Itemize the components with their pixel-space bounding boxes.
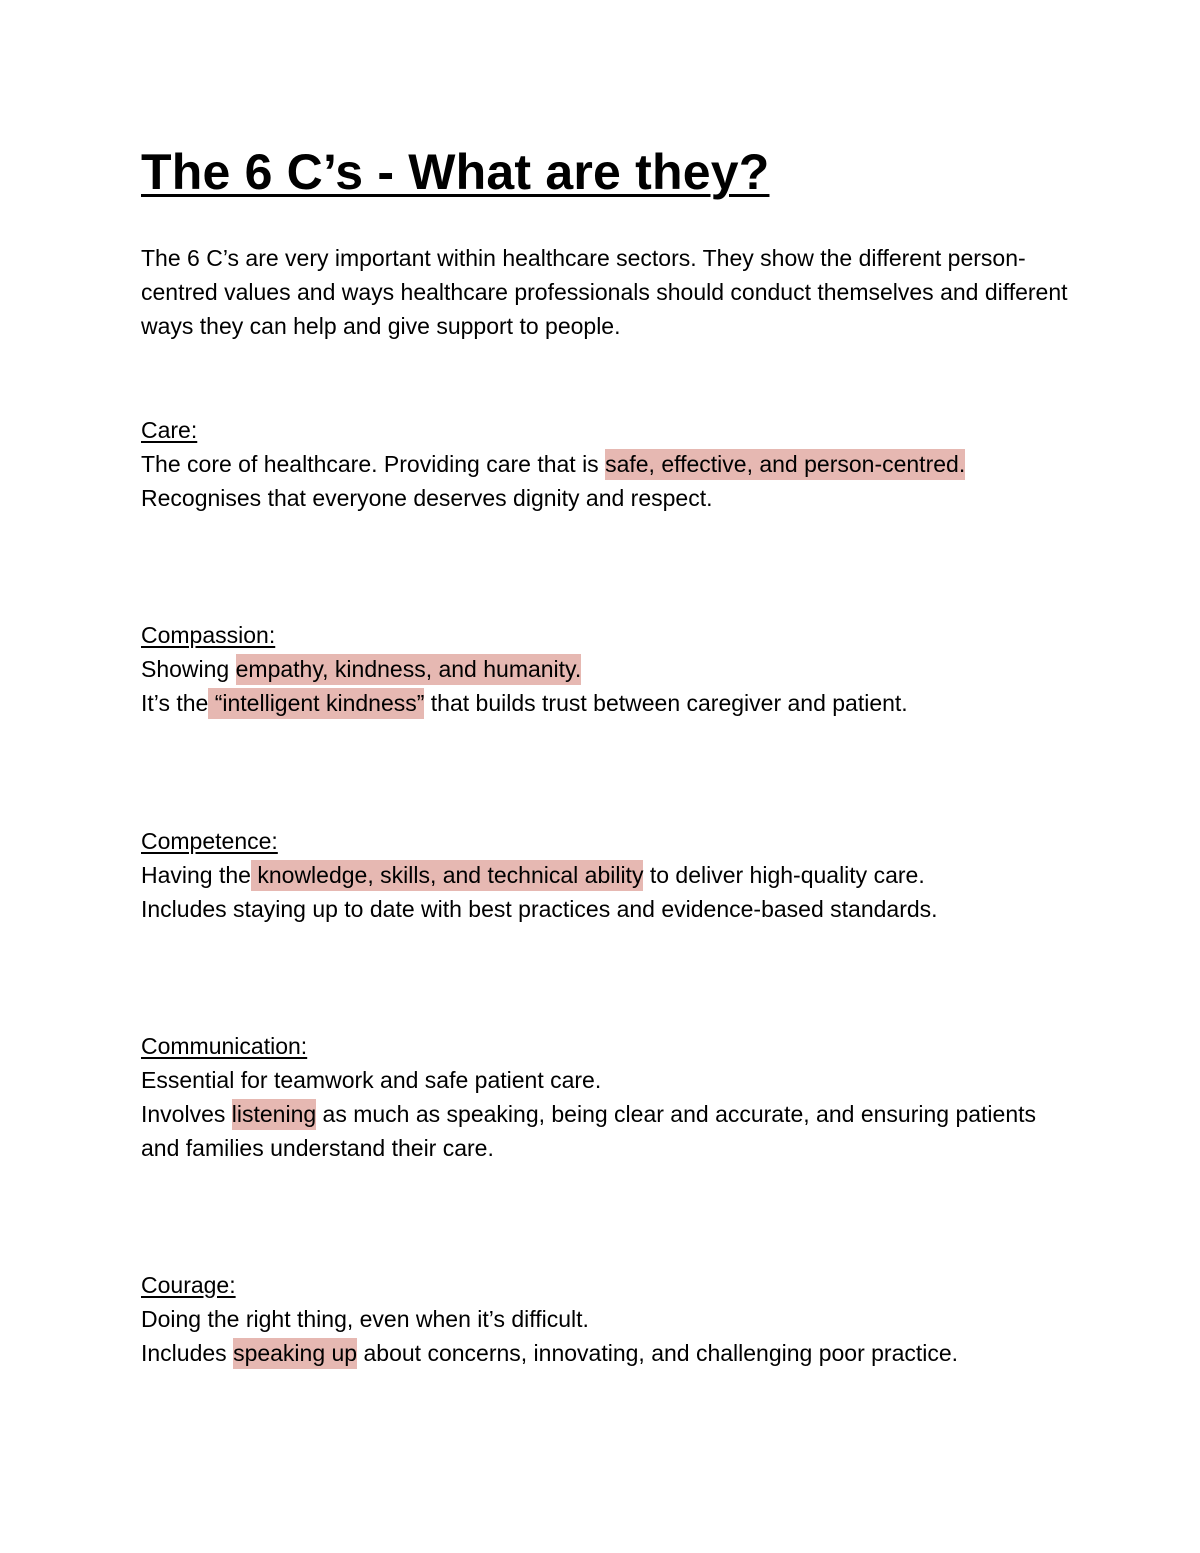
- compassion-highlight-2: “intelligent kindness”: [208, 688, 424, 719]
- communication-line-2: [141, 1097, 1061, 1165]
- section-competence: [141, 824, 1101, 926]
- competence-line-1: [141, 858, 1101, 892]
- courage-highlight: speaking up: [233, 1338, 357, 1369]
- section-heading-courage: Courage:: [141, 1272, 236, 1298]
- care-line-1: [141, 447, 1101, 481]
- section-heading-compassion: Compassion:: [141, 622, 276, 648]
- courage-line-2-after: about concerns, innovating, and challenging poor practice.: [357, 1340, 959, 1366]
- compassion-line-2: [141, 686, 1101, 720]
- section-care: [141, 413, 1101, 515]
- compassion-highlight-1: empathy, kindness, and humanity.: [236, 654, 582, 685]
- communication-line-1: Essential for teamwork and safe patient care.: [141, 1067, 602, 1093]
- section-heading-competence: Competence:: [141, 828, 278, 854]
- care-highlight: safe, effective, and person-centred.: [605, 449, 965, 480]
- care-line-1-text: The core of healthcare. Providing care that is: [141, 451, 606, 477]
- compassion-line-2-after: that builds trust between caregiver and patient.: [424, 690, 908, 716]
- courage-line-2-before: Includes: [141, 1340, 234, 1366]
- competence-highlight: knowledge, skills, and technical ability: [251, 860, 643, 891]
- compassion-line-1-text: Showing: [141, 656, 236, 682]
- compassion-line-2-before: It’s the: [141, 690, 209, 716]
- section-heading-care: Care:: [141, 417, 198, 443]
- section-heading-communication: Communication:: [141, 1033, 308, 1059]
- communication-line-2-after: as much as speaking, being clear and accurate, and ensuring patients and families understand their care.: [141, 1101, 1036, 1161]
- intro-paragraph: The 6 C’s are very important within healthcare sectors. They show the different person- centred values and ways healthcare professionals should conduct themselves and different ways they can help and give support to people.: [141, 245, 1068, 339]
- section-communication: [141, 1029, 1101, 1165]
- competence-line-1-before: Having the: [141, 862, 251, 888]
- section-courage: [141, 1268, 1101, 1370]
- communication-line-2-before: Involves: [141, 1101, 232, 1127]
- courage-line-1: Doing the right thing, even when it’s difficult.: [141, 1306, 589, 1332]
- competence-line-2: Includes staying up to date with best practices and evidence-based standards.: [141, 896, 938, 922]
- section-compassion: [141, 618, 1101, 720]
- competence-line-1-after: to deliver high-quality care.: [643, 862, 925, 888]
- care-line-2: Recognises that everyone deserves dignity and respect.: [141, 485, 713, 511]
- compassion-line-1: [141, 652, 1101, 686]
- communication-highlight: listening: [232, 1099, 316, 1130]
- page-title: The 6 C’s - What are they?: [141, 144, 770, 200]
- courage-line-2: [141, 1336, 1101, 1370]
